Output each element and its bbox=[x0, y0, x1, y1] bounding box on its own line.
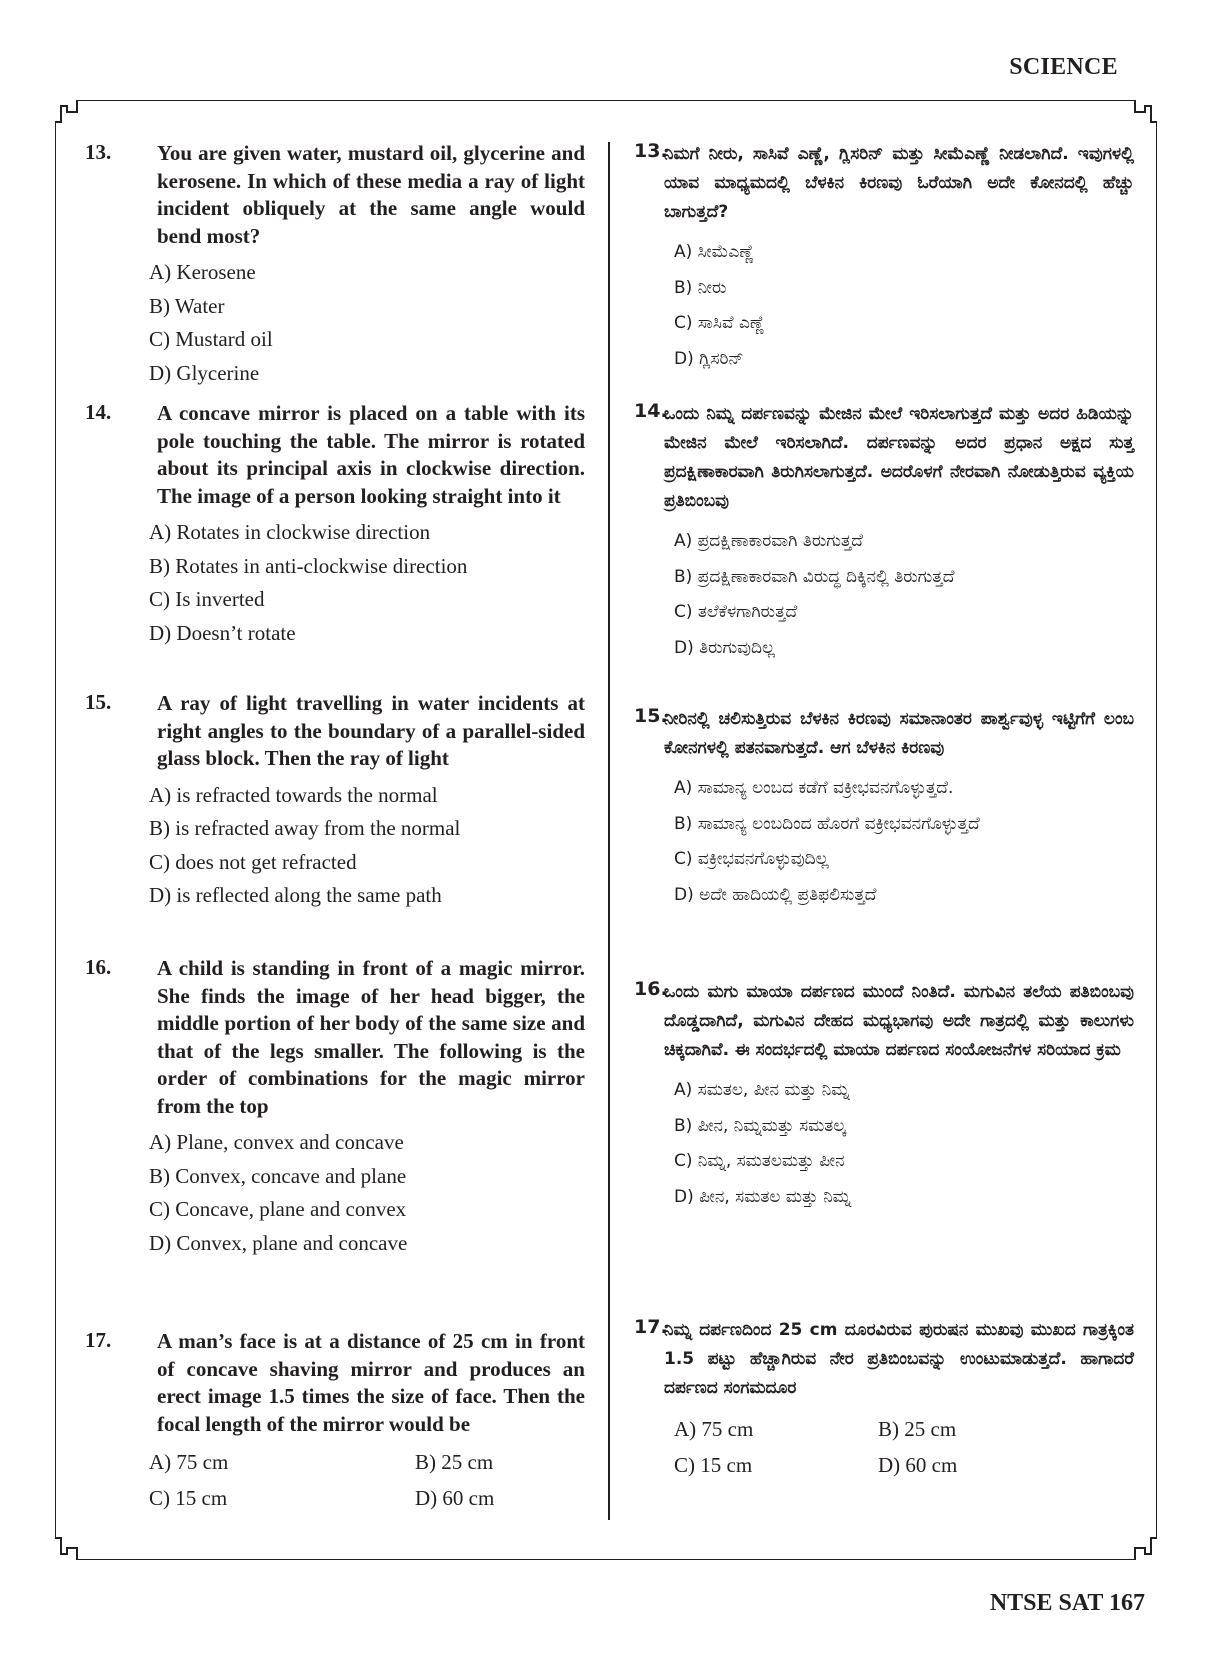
option-b: B) ನೀರು bbox=[674, 277, 727, 298]
question-16-kn bbox=[634, 978, 1134, 1215]
option-d: D) 60 cm bbox=[878, 1453, 958, 1477]
question-number: 15. bbox=[634, 705, 668, 727]
question-15-en bbox=[85, 690, 585, 913]
question-number: 14. bbox=[634, 400, 668, 422]
option-b: B) ಪ್ರದಕ್ಷಿಣಾಕಾರವಾಗಿ ವಿರುದ್ಧ ದಿಕ್ಕಿನಲ್ಲಿ ತಿರುಗುತ್ತದೆ bbox=[674, 566, 955, 587]
option-c: C) Is inverted bbox=[149, 587, 265, 611]
question-text: ಒಂದು ನಿಮ್ನ ದರ್ಪಣವನ್ನು ಮೇಜಿನ ಮೇಲೆ ಇರಿಸಲಾಗುತ್ತದೆ ಮತ್ತು ಅದರ ಹಿಡಿಯನ್ನು ಮೇಜಿನ ಮೇಲೆ ಇರಿಸಲಾಗಿದೆ. ದರ್ಪಣವನ್ನು ಅದರ ಪ್ರಧಾನ ಅಕ್ಷದ ಸುತ್ತ ಪ್ರದಕ್ಷಿಣಾಕಾರವಾಗಿ ತಿರುಗಿಸಲಾಗುತ್ತದೆ. ಅದರೊಳಗೆ ನೇರವಾಗಿ ನೋಡುತ್ತಿರುವ ವ್ಯಕ್ತಿಯ ಪ್ರತಿಬಿಂಬವು bbox=[664, 404, 1134, 511]
option-a: A) 75 cm bbox=[674, 1417, 754, 1441]
question-13-en bbox=[85, 140, 585, 390]
question-number: 14. bbox=[85, 400, 112, 424]
option-c: C) 15 cm bbox=[674, 1453, 753, 1477]
option-a: A) Rotates in clockwise direction bbox=[149, 520, 431, 544]
option-b: B) ಸಾಮಾನ್ಯ ಲಂಬದಿಂದ ಹೊರಗೆ ವಕ್ರೀಭವನಗೊಳ್ಳುತ್ತದೆ bbox=[674, 813, 980, 834]
option-a: A) 75 cm bbox=[149, 1450, 229, 1474]
question-text: ಒಂದು ಮಗು ಮಾಯಾ ದರ್ಪಣದ ಮುಂದೆ ನಿಂತಿದೆ. ಮಗುವಿನ ತಲೆಯ ಪತಿಬಿಂಬವು ದೊಡ್ಡದಾಗಿದೆ, ಮಗುವಿನ ದೇಹದ ಮಧ್ಯಭಾಗವು ಅದೇ ಗಾತ್ರದಲ್ಲಿ ಮತ್ತು ಕಾಲುಗಳು ಚಿಕ್ಕದಾಗಿವೆ. ಈ ಸಂದರ್ಭದಲ್ಲಿ ಮಾಯಾ ದರ್ಪಣದ ಸಂಯೋಜನೆಗಳ ಸರಿಯಾದ ಕ್ರಮ bbox=[664, 982, 1134, 1060]
question-13-kn bbox=[634, 140, 1134, 377]
options bbox=[149, 516, 585, 650]
question-text: A concave mirror is placed on a table with its pole touching the table. The mirror is rotated about its principal axis in clockwise direction. The image of a person looking straight into it bbox=[157, 401, 585, 508]
option-b: B) 25 cm bbox=[415, 1450, 494, 1474]
option-c: C) ವಕ್ರೀಭವನಗೊಳ್ಳುವುದಿಲ್ಲ bbox=[674, 849, 829, 869]
option-b: B) 25 cm bbox=[878, 1417, 957, 1441]
question-number: 16. bbox=[634, 978, 668, 1000]
option-b: B) ಪೀನ, ನಿಮ್ನಮತ್ತು ಸಮತಲ್ಕ bbox=[674, 1115, 846, 1136]
option-a: A) is refracted towards the normal bbox=[149, 782, 438, 807]
option-b: B) Water bbox=[149, 293, 225, 318]
question-number: 17. bbox=[634, 1316, 668, 1338]
options bbox=[674, 524, 1134, 666]
options bbox=[674, 235, 1134, 377]
question-16-en bbox=[85, 955, 585, 1260]
options bbox=[149, 256, 585, 390]
question-text: You are given water, mustard oil, glycerine and kerosene. In which of these media a ray of light incident obliquely at the same angle would bend most? bbox=[157, 141, 585, 248]
option-d: D) ಅದೇ ಹಾದಿಯಲ್ಲಿ ಪ್ರತಿಫಲಿಸುತ್ತದೆ bbox=[674, 884, 877, 905]
option-a: A) ಸಮತಲ, ಪೀನ ಮತ್ತು ನಿಮ್ನ bbox=[674, 1080, 850, 1100]
question-15-kn bbox=[634, 705, 1134, 913]
option-d: D) Doesn’t rotate bbox=[149, 620, 296, 645]
option-c: C) Mustard oil bbox=[149, 327, 273, 351]
options bbox=[149, 779, 585, 913]
column-divider bbox=[608, 142, 610, 1520]
option-b: B) Convex, concave and plane bbox=[149, 1163, 407, 1188]
option-b: B) Rotates in anti-clockwise direction bbox=[149, 553, 468, 578]
option-a: A) ಸೀಮೆಎಣ್ಣೆ bbox=[674, 242, 755, 262]
option-c: C) Concave, plane and convex bbox=[149, 1197, 407, 1221]
option-c: C) ಸಾಸಿವೆ ಎಣ್ಣೆ bbox=[674, 313, 765, 333]
option-a: A) Kerosene bbox=[149, 260, 256, 284]
question-number: 13. bbox=[85, 140, 112, 164]
option-a: A) ಪ್ರದಕ್ಷಿಣಾಕಾರವಾಗಿ ತಿರುಗುತ್ತದೆ bbox=[674, 531, 863, 551]
question-text: ನೀರಿನಲ್ಲಿ ಚಲಿಸುತ್ತಿರುವ ಬೆಳಕಿನ ಕಿರಣವು ಸಮಾನಾಂತರ ಪಾರ್ಶ್ವವುಳ್ಳ ಇಟ್ಟಿಗೆಗೆ ಲಂಬ ಕೋನಗಳಲ್ಲಿ ಪತನವಾಗುತ್ತದೆ. ಆಗ ಬೆಳಕಿನ ಕಿರಣವು bbox=[664, 709, 1134, 758]
option-d: D) is reflected along the same path bbox=[149, 883, 442, 907]
question-number: 15. bbox=[85, 690, 112, 714]
options bbox=[149, 1444, 585, 1516]
question-text: ನಿಮ್ನ ದರ್ಪಣದಿಂದ 25 cm ದೂರವಿರುವ ಪುರುಷನ ಮುಖವು ಮುಖದ ಗಾತ್ರಕ್ಕಿಂತ 1.5 ಪಟ್ಟು ಹೆಚ್ಚಾಗಿರುವ ನೇರ ಪ್ರತಿಬಿಂಬವನ್ನು ಉಂಟುಮಾಡುತ್ತದೆ. ಹಾಗಾದರೆ ದರ್ಪಣದ ಸಂಗಮದೂರ bbox=[664, 1320, 1134, 1398]
question-number: 17. bbox=[85, 1328, 112, 1352]
option-d: D) ಪೀನ, ಸಮತಲ ಮತ್ತು ನಿಮ್ನ bbox=[674, 1186, 852, 1207]
option-c: C) 15 cm bbox=[149, 1486, 228, 1510]
question-text: A ray of light travelling in water incidents at right angles to the boundary of a parallel-sided glass block. Then the ray of light bbox=[157, 691, 585, 770]
option-d: D) Convex, plane and concave bbox=[149, 1230, 408, 1255]
option-d: D) 60 cm bbox=[415, 1486, 495, 1510]
option-c: C) ತಲೆಕೆಳಗಾಗಿರುತ್ತದೆ bbox=[674, 602, 798, 622]
question-text: A child is standing in front of a magic mirror. She finds the image of her head bigger, the middle portion of her body of the same size and that of the legs smaller. The following is the order of combinations for the magic mirror from the top bbox=[157, 956, 585, 1118]
question-number: 13. bbox=[634, 140, 668, 162]
question-number: 16. bbox=[85, 955, 112, 979]
question-17-en bbox=[85, 1328, 585, 1516]
option-c: C) ನಿಮ್ನ, ಸಮತಲಮತ್ತು ಪೀನ bbox=[674, 1151, 845, 1171]
question-text: ನಿಮಗೆ ನೀರು, ಸಾಸಿವೆ ಎಣ್ಣೆ, ಗ್ಲಿಸರಿನ್ ಮತ್ತು ಸೀಮೆಎಣ್ಣೆ ನೀಡಲಾಗಿದೆ. ಇವುಗಳಲ್ಲಿ ಯಾವ ಮಾಧ್ಯಮದಲ್ಲಿ ಬೆಳಕಿನ ಕಿರಣವು ಓರೆಯಾಗಿ ಅದೇ ಕೋನದಲ್ಲಿ ಹೆಚ್ಚು ಬಾಗುತ್ತದೆ? bbox=[664, 144, 1134, 222]
question-17-kn bbox=[634, 1316, 1134, 1483]
option-a: A) Plane, convex and concave bbox=[149, 1130, 404, 1154]
page-footer: NTSE SAT 167 bbox=[989, 1590, 1145, 1616]
option-d: D) ತಿರುಗುವುದಿಲ್ಲ bbox=[674, 637, 776, 658]
option-a: A) ಸಾಮಾನ್ಯ ಲಂಬದ ಕಡೆಗೆ ವಕ್ರೀಭವನಗೊಳ್ಳುತ್ತದೆ. bbox=[674, 778, 954, 798]
option-c: C) does not get refracted bbox=[149, 849, 357, 874]
option-d: D) Glycerine bbox=[149, 360, 260, 385]
option-d: D) ಗ್ಲಿಸರಿನ್ bbox=[674, 348, 744, 369]
question-14-en bbox=[85, 400, 585, 650]
question-14-kn bbox=[634, 400, 1134, 666]
subject-heading: SCIENCE bbox=[1009, 54, 1118, 80]
options bbox=[149, 1126, 585, 1260]
options bbox=[674, 771, 1134, 913]
question-text: A man’s face is at a distance of 25 cm in front of concave shaving mirror and produces an erect image 1.5 times the size of face. Then the focal length of the mirror would be bbox=[157, 1329, 585, 1436]
option-b: B) is refracted away from the normal bbox=[149, 816, 461, 840]
options bbox=[674, 1073, 1134, 1215]
options bbox=[674, 1411, 1134, 1483]
